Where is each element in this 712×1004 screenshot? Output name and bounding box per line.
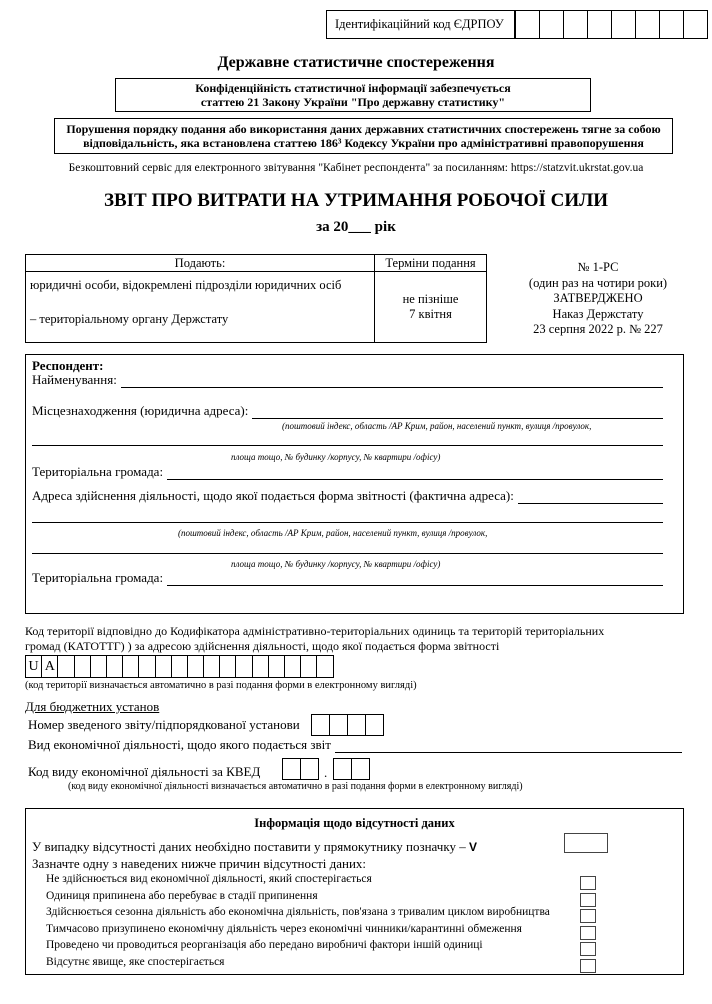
kved-label: Код виду економічної діяльності за КВЕД — [28, 764, 261, 779]
respondent-section — [25, 354, 684, 614]
report-number-field — [311, 714, 384, 736]
edrpou-label: Ідентифікаційний код ЄДРПОУ — [327, 11, 515, 38]
report-number-cell[interactable] — [312, 715, 329, 735]
edrpou-code-field — [326, 10, 708, 39]
katottg-cell[interactable] — [284, 656, 300, 677]
community-input-line-2[interactable] — [167, 573, 663, 586]
confidentiality-box — [115, 78, 591, 112]
katottg-cell[interactable] — [252, 656, 268, 677]
liability-line1: Порушення порядку подання або використання даних державних статистичних спостережень тягне за собою — [66, 122, 661, 136]
no-data-instruction-row — [32, 839, 477, 855]
actual-address-label: Адреса здійснення діяльності, щодо якої подається форма звітності (фактична адреса): — [32, 488, 514, 503]
legal-address-hint1: (поштовий індекс, область /АР Крим, район, населений пункт, вулиця /провулок, — [282, 421, 592, 431]
katottg-line2: громад (КАТОТТГ) ) за адресою здійснення діяльності, щодо якої подається форма звітності — [25, 639, 500, 653]
recipient-text: – територіальному органу Держстату — [30, 312, 229, 326]
community-input-line[interactable] — [167, 467, 663, 480]
no-data-reason: Не здійснюється вид економічної діяльності, який спостерігається — [46, 873, 372, 885]
respondent-heading: Респондент: — [32, 358, 104, 373]
katottg-line1: Код території відповідно до Кодифікатора адміністративно-територіальних одиниць та територій територіальних — [25, 624, 605, 638]
katottg-cell[interactable] — [122, 656, 138, 677]
report-number-label: Номер зведеного звіту/підпорядкованої установи — [28, 717, 300, 732]
submitters-cell — [26, 272, 375, 343]
observation-title: Державне статистичне спостереження — [217, 54, 495, 71]
katottg-cell[interactable] — [268, 656, 284, 677]
katottg-cell[interactable] — [106, 656, 122, 677]
actual-address-hint1: (поштовий індекс, область /АР Крим, район, населений пункт, вулиця /провулок, — [178, 528, 488, 538]
form-frequency: (один раз на чотири роки) — [528, 275, 668, 290]
reason-checkbox[interactable] — [580, 926, 596, 940]
report-number-cell[interactable] — [365, 715, 383, 735]
reason-checkbox[interactable] — [580, 959, 596, 973]
no-data-section — [25, 808, 684, 975]
actual-address-input-line[interactable] — [518, 491, 663, 504]
no-data-checkbox[interactable] — [564, 833, 608, 853]
legal-address-input-line2[interactable] — [32, 445, 663, 446]
katottg-prefix-a: A — [41, 656, 57, 677]
edrpou-cell[interactable] — [563, 11, 587, 38]
katottg-cell[interactable] — [138, 656, 154, 677]
no-data-reason: Одиниця припинена або перебуває в стадії припинення — [46, 889, 318, 902]
report-number-cell[interactable] — [347, 715, 365, 735]
liability-line2: відповідальність, яка встановлена статтею 186³ Кодексу України про адміністративні правопорушення — [83, 136, 644, 150]
activity-label: Вид економічної діяльності, щодо якого подається звіт — [28, 737, 331, 752]
kved-separator: . — [324, 765, 328, 780]
submitters-text: юридичні особи, відокремлені підрозділи юридичних осіб — [30, 278, 342, 292]
katottg-cell[interactable] — [90, 656, 106, 677]
katottg-cell[interactable] — [316, 656, 332, 677]
deadline-header: Терміни подання — [375, 255, 487, 272]
no-data-reason: Тимчасово призупинено економічну діяльність через економічні чинники/карантинні обмеження — [46, 922, 522, 935]
order-date: 23 серпня 2022 р. № 227 — [533, 322, 663, 336]
no-data-reason: Здійснюється сезонна діяльність або економічна діяльність, пов'язана з тривалим циклом виробництва — [46, 906, 550, 918]
kved-note: (код виду економічної діяльності визначається автоматично в разі подання форми в електронному вигляді) — [68, 781, 523, 792]
edrpou-cell[interactable] — [539, 11, 563, 38]
free-service-note: Безкоштовний сервіс для електронного звітування "Кабінет респондента" за посиланням: https://statzvit.ukrstat.gov.ua — [68, 162, 644, 174]
community-row — [32, 464, 663, 480]
liability-box — [54, 118, 673, 154]
form-info — [498, 260, 698, 338]
legal-address-hint2: площа тощо, № будинку /корпусу, № квартири /офісу) — [231, 452, 441, 462]
activity-input-line[interactable] — [335, 740, 682, 753]
community-label-2: Територіальна громада: — [32, 570, 164, 585]
deadline-cell — [375, 272, 487, 343]
reason-checkbox[interactable] — [580, 893, 596, 907]
name-label: Найменування: — [32, 372, 117, 387]
deadline-line1: не пізніше — [402, 292, 459, 306]
kved-cell[interactable] — [283, 759, 300, 779]
katottg-cell[interactable] — [171, 656, 187, 677]
legal-address-input-line[interactable] — [252, 406, 663, 419]
reason-checkbox[interactable] — [580, 942, 596, 956]
name-input-line[interactable] — [121, 375, 663, 388]
actual-address-input-line2[interactable] — [32, 522, 663, 523]
kved-field-part1 — [282, 758, 319, 780]
name-row — [32, 372, 663, 388]
katottg-cell[interactable] — [74, 656, 90, 677]
legal-address-label: Місцезнаходження (юридична адреса): — [32, 403, 249, 418]
no-data-choose: Зазначте одну з наведених нижче причин відсутності даних: — [32, 856, 367, 871]
no-data-reason: Відсутнє явище, яке спостерігається — [46, 955, 225, 968]
katottg-code-field — [25, 655, 334, 678]
kved-cell[interactable] — [351, 759, 369, 779]
report-number-cell[interactable] — [329, 715, 347, 735]
actual-address-input-line3[interactable] — [32, 553, 663, 554]
katottg-cell[interactable] — [57, 656, 73, 677]
edrpou-cell[interactable] — [635, 11, 659, 38]
check-mark-symbol: V — [468, 840, 477, 854]
katottg-cell[interactable] — [300, 656, 316, 677]
activity-row — [28, 737, 682, 753]
budget-heading: Для бюджетних установ — [25, 699, 160, 714]
kved-cell[interactable] — [334, 759, 351, 779]
katottg-cell[interactable] — [219, 656, 235, 677]
edrpou-cell[interactable] — [659, 11, 683, 38]
community-row-2 — [32, 570, 663, 586]
actual-address-row — [32, 488, 663, 504]
order-label: Наказ Держстату — [552, 306, 644, 321]
reason-checkbox[interactable] — [580, 909, 596, 923]
submitters-header: Подають: — [26, 255, 375, 272]
confidentiality-line2: статтею 21 Закону України "Про державну статистику" — [200, 95, 506, 109]
no-data-heading: Інформація щодо відсутності даних — [254, 816, 455, 830]
no-data-instruction: У випадку відсутності даних необхідно поставити у прямокутнику позначку – — [32, 839, 466, 854]
edrpou-cell[interactable] — [683, 11, 707, 38]
community-label: Територіальна громада: — [32, 464, 164, 479]
form-number: № 1-РС — [577, 260, 619, 274]
report-title: ЗВІТ ПРО ВИТРАТИ НА УТРИМАННЯ РОБОЧОЇ СИЛИ — [103, 190, 609, 211]
katottg-description — [25, 624, 605, 654]
katottg-note: (код території визначається автоматично в разі подання форми в електронному вигляді) — [25, 680, 417, 691]
submission-table — [25, 254, 487, 343]
approved-label: ЗАТВЕРДЖЕНО — [553, 291, 643, 305]
confidentiality-line1: Конфіденційність статистичної інформації забезпечується — [195, 81, 511, 95]
edrpou-cell[interactable] — [587, 11, 611, 38]
actual-address-hint2: площа тощо, № будинку /корпусу, № квартири /офісу) — [231, 559, 441, 569]
katottg-cell[interactable] — [155, 656, 171, 677]
edrpou-cell[interactable] — [611, 11, 635, 38]
katottg-cell[interactable] — [203, 656, 219, 677]
katottg-cell[interactable] — [187, 656, 203, 677]
kved-field-part2 — [333, 758, 370, 780]
kved-cell[interactable] — [300, 759, 318, 779]
no-data-reason: Проведено чи проводиться реорганізація або передано виробничі фактори іншій одиниці — [46, 939, 483, 951]
edrpou-cell[interactable] — [515, 11, 539, 38]
report-period: за 20___ рік — [316, 219, 396, 235]
reason-checkbox[interactable] — [580, 876, 596, 890]
katottg-cell[interactable] — [235, 656, 251, 677]
deadline-line2: 7 квітня — [409, 307, 452, 321]
katottg-prefix-u: U — [28, 659, 39, 674]
legal-address-row — [32, 403, 663, 419]
